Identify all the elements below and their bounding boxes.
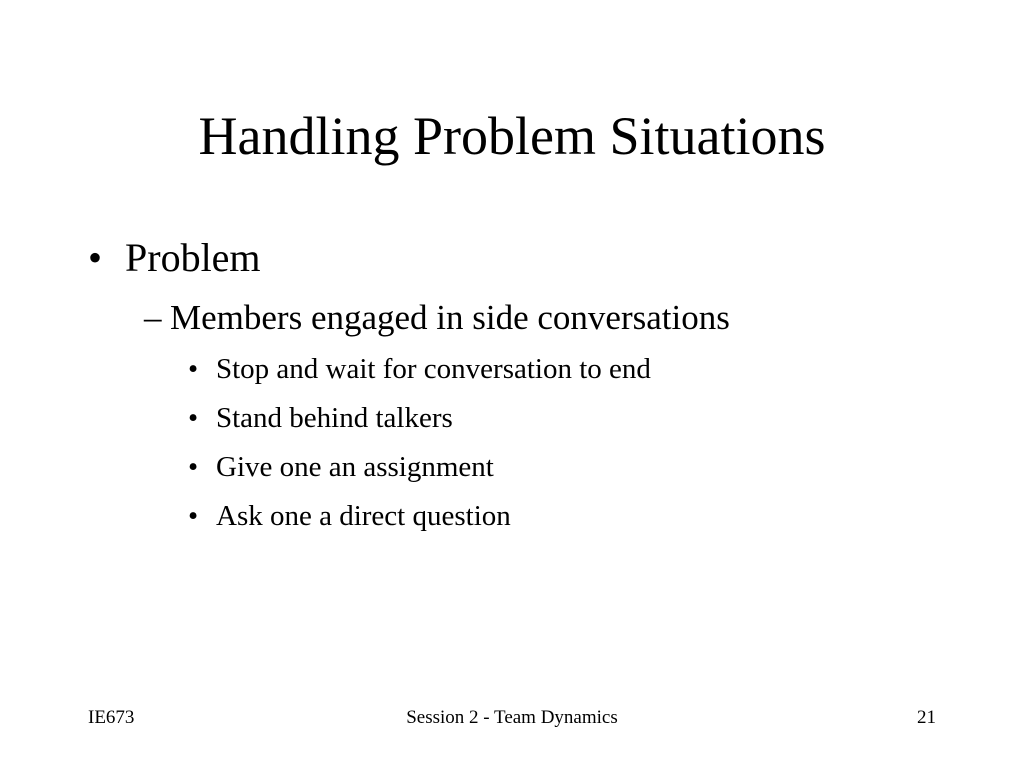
footer-session-title: Session 2 - Team Dynamics [406, 707, 618, 728]
list-item [188, 399, 651, 448]
bullet-level3-list [188, 350, 651, 546]
bullet-dot-icon: • [88, 235, 103, 280]
footer-course-code: IE673 [88, 707, 135, 728]
bullet-dot-icon: • [188, 500, 199, 532]
bullet-level1-text: Problem [125, 235, 261, 280]
list-item [188, 350, 651, 399]
bullet-dot-icon: • [188, 353, 199, 385]
bullet-dot-icon: • [188, 451, 199, 483]
list-item-text: Stand behind talkers [216, 402, 453, 434]
bullet-level2 [144, 296, 730, 340]
bullet-dot-icon: • [188, 402, 199, 434]
bullet-dash-icon: – [144, 298, 162, 337]
list-item [188, 497, 651, 546]
list-item-text: Ask one a direct question [216, 500, 511, 532]
bullet-level1 [88, 232, 261, 284]
list-item [188, 448, 651, 497]
footer-slide-number: 21 [917, 707, 936, 728]
list-item-text: Give one an assignment [216, 451, 494, 483]
slide-title: Handling Problem Situations [198, 106, 826, 166]
bullet-level2-text: Members engaged in side conversations [170, 298, 730, 337]
list-item-text: Stop and wait for conversation to end [216, 353, 651, 385]
